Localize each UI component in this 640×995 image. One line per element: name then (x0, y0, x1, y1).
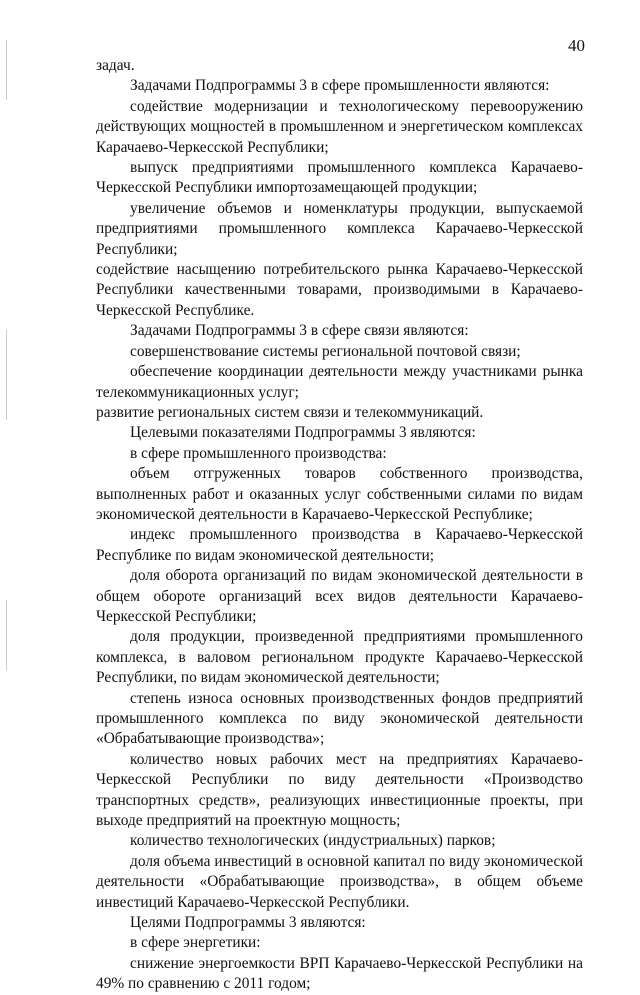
paragraph: доля продукции, произведенной предприятиями промышленного комплекса, в валовом региональном продукте Карачаево-Черкесской Республики, по видам экономической деятельности; (96, 628, 583, 687)
scan-edge-mark (6, 600, 7, 670)
page-number: 40 (568, 36, 585, 55)
paragraph: степень износа основных производственных фондов предприятий промышленного комплекса по виду экономической деятельности «Обрабатывающие производства»; (96, 689, 583, 748)
paragraph: доля объема инвестиций в основной капитал по виду экономической деятельности «Обрабатывающие производства», в общем объеме инвестиций Карачаево-Черкесской Республики. (96, 852, 583, 911)
paragraph: Целевыми показателями Подпрограммы 3 являются: (130, 424, 476, 442)
scan-edge-mark (6, 330, 7, 420)
paragraph: содействие насыщению потребительского рынка Карачаево-Черкесской Республики качественными товарами, производимыми в Карачаево-Черкесской Республике. (96, 261, 583, 319)
paragraph: в сфере энергетики: (130, 934, 261, 952)
paragraph: количество технологических (индустриальных) парков; (130, 832, 496, 850)
paragraph: снижение энергоемкости ВРП Карачаево-Черкесской Республики на 49% по сравнению с 2011 годом; (96, 954, 583, 993)
paragraph: Задачами Подпрограммы 3 в сфере промышленности являются: (130, 77, 550, 95)
paragraph: развитие региональных систем связи и телекоммуникаций. (96, 403, 484, 421)
document-body (96, 56, 583, 995)
paragraph: объем отгруженных товаров собственного производства, выполненных работ и оказанных услуг собственными силами по видам экономической деятельности в Карачаево-Черкесской Республике; (96, 465, 583, 523)
paragraph: обеспечение координации деятельности между участниками рынка телекоммуникационных услуг; (96, 363, 583, 401)
paragraph: Задачами Подпрограммы 3 в сфере связи являются: (130, 322, 469, 340)
paragraph: задач. (96, 57, 135, 74)
paragraph: содействие модернизации и технологическому перевооружению действующих мощностей в промышленном и энергетическом комплексах Карачаево-Черкесской Республики; (96, 97, 583, 156)
paragraph: увеличение объемов и номенклатуры продукции, выпускаемой предприятиями промышленного комплекса Карачаево-Черкесской Республики; (96, 199, 583, 258)
paragraph: количество новых рабочих мест на предприятиях Карачаево-Черкесской Республики по виду деятельности «Производство транспортных средств», реализующих инвестиционные проекты, при выходе предприятий на проектную мощность; (96, 750, 583, 830)
paragraph: выпуск предприятиями промышленного комплекса Карачаево-Черкесской Республики импортозамещающей продукции; (96, 159, 583, 197)
paragraph: в сфере промышленного производства: (130, 444, 387, 462)
scan-edge-mark (6, 40, 7, 100)
paragraph: доля оборота организаций по видам экономической деятельности в общем обороте организаций всех видов деятельности Карачаево-Черкесской Республики; (96, 567, 583, 625)
paragraph: индекс промышленного производства в Карачаево-Черкесской Республике по видам экономической деятельности; (96, 526, 583, 564)
paragraph: Целями Подпрограммы 3 являются: (130, 914, 366, 932)
paragraph: совершенствование системы региональной почтовой связи; (130, 342, 521, 360)
